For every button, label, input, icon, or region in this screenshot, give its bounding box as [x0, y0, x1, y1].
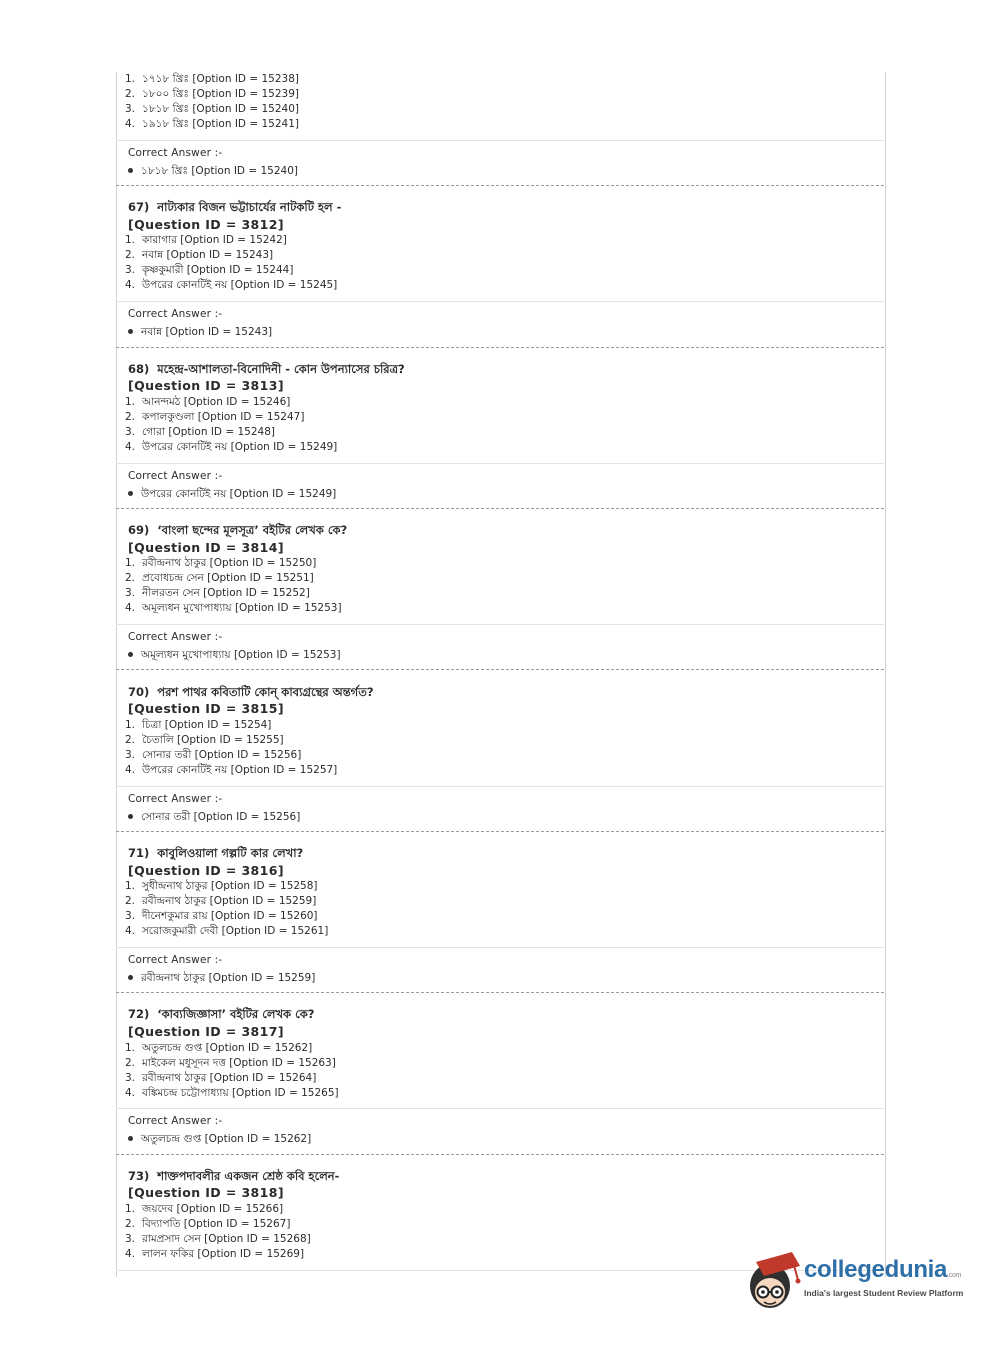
question-id: [Question ID = 3814]	[128, 540, 284, 555]
question-id: [Question ID = 3812]	[128, 217, 284, 232]
option-item: 2. চৈতালি [Option ID = 15255]	[125, 734, 284, 747]
question-id: [Question ID = 3816]	[128, 863, 284, 878]
correct-answer-label: Correct Answer :-	[128, 793, 223, 805]
option-item: 3. নীলরতন সেন [Option ID = 15252]	[125, 587, 310, 600]
divider	[116, 624, 884, 625]
option-item: 1. ১৭১৮ খ্রিঃ [Option ID = 15238]	[125, 73, 299, 85]
option-item: 3. রামপ্রসাদ সেন [Option ID = 15268]	[125, 1233, 311, 1246]
option-item: 3. কৃষ্ণকুমারী [Option ID = 15244]	[125, 264, 294, 277]
option-list	[116, 72, 884, 132]
option-item: 1. সুধীন্দ্রনাথ ঠাকুর [Option ID = 15258]	[125, 880, 318, 892]
option-item: 1. কারাগার [Option ID = 15242]	[125, 234, 287, 246]
question-id: [Question ID = 3817]	[128, 1024, 284, 1039]
bullet-icon	[128, 652, 133, 657]
option-item: 4. লালন ফকির [Option ID = 15269]	[125, 1248, 305, 1261]
question-separator	[116, 992, 884, 993]
option-list	[116, 233, 884, 293]
question-separator	[116, 185, 884, 186]
question-title: 67) নাট্যকার বিজন ভট্টাচার্যের নাটকটি হল -	[128, 200, 342, 214]
correct-answer-label: Correct Answer :-	[128, 1115, 223, 1127]
question-title: 68) মহেন্দ্র-আশালতা-বিনোদিনী - কোন উপন্যাসের চরিত্র?	[128, 362, 405, 376]
divider	[116, 301, 884, 302]
option-item: 3. দীনেশকুমার রায় [Option ID = 15260]	[125, 910, 318, 923]
question-separator	[116, 347, 884, 348]
question-title: 70) পরশ পাথর কবিতাটি কোন্ কাব্যগ্রন্থের অন্তর্গত?	[128, 685, 374, 699]
option-item: 3. ১৮১৮ খ্রিঃ [Option ID = 15240]	[125, 103, 299, 116]
option-item: 3. রবীন্দ্রনাথ ঠাকুর [Option ID = 15264]	[125, 1072, 317, 1085]
option-list	[116, 1041, 884, 1101]
option-list	[116, 718, 884, 778]
option-list	[116, 556, 884, 616]
logo-wordmark: collegedunia.com	[804, 1256, 962, 1283]
correct-answer-label: Correct Answer :-	[128, 147, 223, 159]
divider	[116, 140, 884, 141]
bullet-icon	[128, 491, 133, 496]
question-title: 73) শাক্তপদাবলীর একজন শ্রেষ্ঠ কবি হলেন-	[128, 1169, 340, 1183]
divider	[116, 947, 884, 948]
bullet-icon	[128, 1136, 133, 1141]
correct-answer: উপরের কোনটিই নয় [Option ID = 15249]	[128, 487, 336, 504]
option-list	[116, 395, 884, 455]
option-item: 2. রবীন্দ্রনাথ ঠাকুর [Option ID = 15259]	[125, 895, 317, 908]
option-item: 1. জয়দেব [Option ID = 15266]	[125, 1203, 284, 1215]
correct-answer: অমূল্যধন মুখোপাধ্যায় [Option ID = 15253]	[128, 648, 341, 665]
divider	[116, 786, 884, 787]
question-separator	[116, 831, 884, 832]
option-item: 2. কপালকুণ্ডলা [Option ID = 15247]	[125, 411, 305, 424]
correct-answer: নবান্ন [Option ID = 15243]	[128, 325, 272, 342]
option-item: 4. বঙ্কিমচন্দ্র চট্টোপাধ্যায় [Option ID = 15265]	[125, 1087, 339, 1100]
question-separator	[116, 508, 884, 509]
logo-tagline: India's largest Student Review Platform	[804, 1288, 964, 1298]
option-item: 2. মাইকেল মধুসূদন দত্ত [Option ID = 15263]	[125, 1057, 336, 1070]
correct-answer: অতুলচন্দ্র গুপ্ত [Option ID = 15262]	[128, 1132, 311, 1149]
question-separator	[116, 669, 884, 670]
option-item: 2. নবান্ন [Option ID = 15243]	[125, 249, 274, 262]
option-item: 1. রবীন্দ্রনাথ ঠাকুর [Option ID = 15250]	[125, 557, 317, 569]
option-item: 2. প্রবোধচন্দ্র সেন [Option ID = 15251]	[125, 572, 314, 585]
question-id: [Question ID = 3818]	[128, 1185, 284, 1200]
option-item: 1. আনন্দমঠ [Option ID = 15246]	[125, 396, 291, 408]
option-item: 4. ১৯১৮ খ্রিঃ [Option ID = 15241]	[125, 118, 299, 131]
mascot-icon	[742, 1250, 802, 1312]
option-item: 3. গোরা [Option ID = 15248]	[125, 426, 275, 439]
question-id: [Question ID = 3813]	[128, 378, 284, 393]
question-id: [Question ID = 3815]	[128, 701, 284, 716]
correct-answer-label: Correct Answer :-	[128, 470, 223, 482]
correct-answer: ১৮১৮ খ্রিঃ [Option ID = 15240]	[128, 164, 298, 181]
question-title: 72) ‘কাব্যজিজ্ঞাসা’ বইটির লেখক কে?	[128, 1007, 315, 1021]
option-item: 4. উপরের কোনটিই নয় [Option ID = 15257]	[125, 764, 338, 777]
option-item: 1. অতুলচন্দ্র গুপ্ত [Option ID = 15262]	[125, 1042, 313, 1054]
option-item: 2. ১৮০০ খ্রিঃ [Option ID = 15239]	[125, 88, 299, 101]
divider	[116, 1108, 884, 1109]
correct-answer: রবীন্দ্রনাথ ঠাকুর [Option ID = 15259]	[128, 971, 315, 988]
option-item: 2. বিদ্যাপতি [Option ID = 15267]	[125, 1218, 291, 1231]
correct-answer-label: Correct Answer :-	[128, 631, 223, 643]
question-separator	[116, 1154, 884, 1155]
option-item: 4. উপরের কোনটিই নয় [Option ID = 15249]	[125, 441, 338, 454]
option-list	[116, 879, 884, 939]
correct-answer-label: Correct Answer :-	[128, 954, 223, 966]
collegedunia-logo[interactable]	[742, 1250, 972, 1312]
question-title: 71) কাবুলিওয়ালা গল্পটি কার লেখা?	[128, 846, 304, 860]
option-item: 3. সোনার তরী [Option ID = 15256]	[125, 749, 302, 762]
bullet-icon	[128, 814, 133, 819]
bullet-icon	[128, 329, 133, 334]
correct-answer: সোনার তরী [Option ID = 15256]	[128, 810, 300, 827]
option-item: 1. চিত্রা [Option ID = 15254]	[125, 719, 272, 731]
option-item: 4. উপরের কোনটিই নয় [Option ID = 15245]	[125, 279, 338, 292]
question-title: 69) ‘বাংলা ছন্দের মূলসূত্র’ বইটির লেখক কে?	[128, 523, 348, 537]
bullet-icon	[128, 975, 133, 980]
option-item: 4. সরোজকুমারী দেবী [Option ID = 15261]	[125, 925, 329, 938]
option-item: 4. অমূল্যধন মুখোপাধ্যায় [Option ID = 15253]	[125, 602, 342, 615]
divider	[116, 463, 884, 464]
bullet-icon	[128, 168, 133, 173]
correct-answer-label: Correct Answer :-	[128, 308, 223, 320]
